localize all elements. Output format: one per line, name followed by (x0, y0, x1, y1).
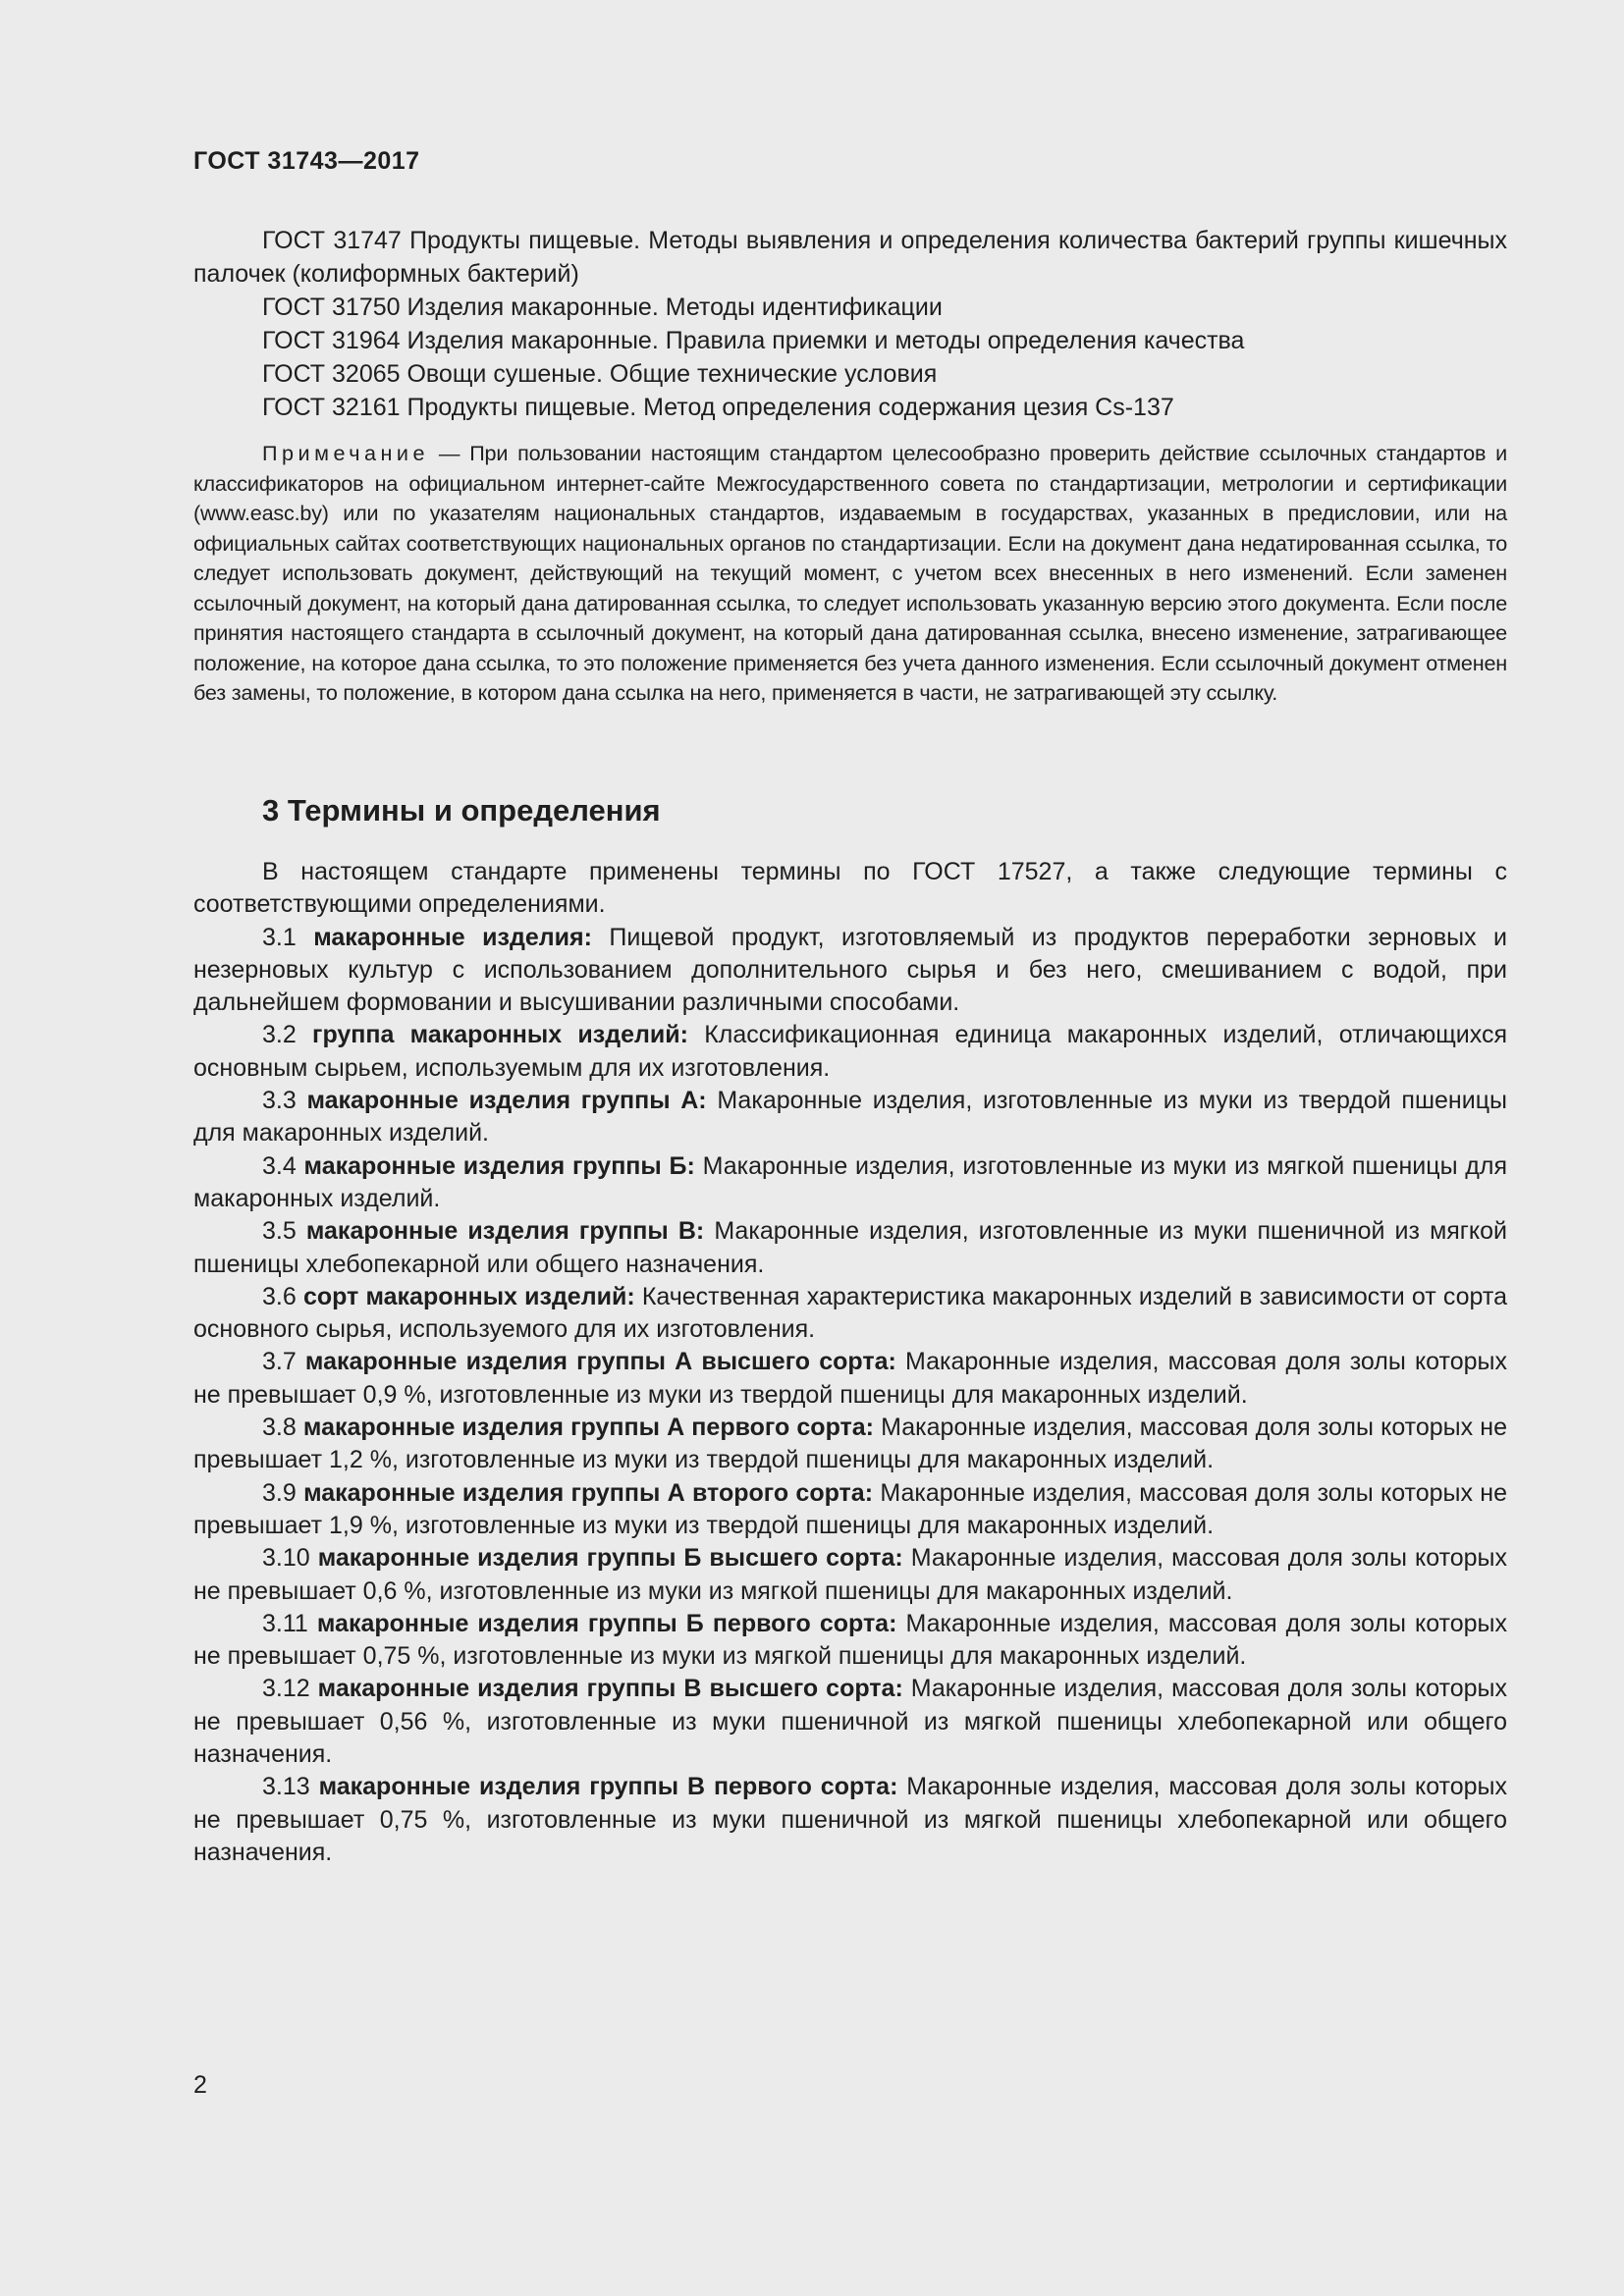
term-number: 3.11 (262, 1609, 317, 1637)
term-number: 3.1 (262, 923, 314, 951)
term-name: макаронные изделия: (313, 923, 592, 951)
term-number: 3.3 (262, 1087, 307, 1115)
reference-item: ГОСТ 32065 Овощи сушеные. Общие технические условия (262, 360, 938, 388)
term-name: сорт макаронных изделий: (302, 1282, 635, 1310)
term-definition: Макаронные изделия, изготовленные из муки пшеничной из мягкой пшеницы хлебопекарной или общего назначения. (193, 1217, 1507, 1278)
term-definition: Макаронные изделия, массовая доля золы которых не превышает 1,2 %, изготовленные из муки из твердой пшеницы для макаронных изделий. (193, 1414, 1507, 1474)
term-definition: Классификационная единица макаронных изделий, отличающихся основным сырьем, используемым для их изготовления. (193, 1021, 1507, 1082)
term-name: макаронные изделия группы Б первого сорта: (316, 1609, 897, 1637)
reference-note (193, 439, 1507, 709)
normative-references (193, 224, 1507, 424)
term-item (193, 1673, 1507, 1771)
term-item (193, 1085, 1507, 1150)
term-name: макаронные изделия группы В: (305, 1217, 705, 1246)
term-number: 3.9 (262, 1478, 304, 1507)
term-item (193, 1215, 1507, 1281)
term-name: макаронные изделия группы В высшего сорта: (317, 1675, 903, 1703)
reference-item: ГОСТ 31750 Изделия макаронные. Методы идентификации (262, 294, 943, 321)
term-definition: Макаронные изделия, изготовленные из муки из мягкой пшеницы для макаронных изделий. (193, 1151, 1508, 1212)
term-item (193, 1281, 1507, 1347)
term-item (193, 1542, 1507, 1608)
page-number: 2 (193, 2071, 207, 2099)
term-definition: Пищевой продукт, изготовляемый из продуктов переработки зерновых и незерновых культур с использованием дополнительного сырья и без него, смешиванием с водой, при дальнейшем формовании и высушивании различными способами. (193, 923, 1507, 1017)
term-definition: Макаронные изделия, изготовленные из муки из твердой пшеницы для макаронных изделий. (193, 1087, 1507, 1148)
term-name: макаронные изделия группы А высшего сорта: (304, 1348, 896, 1376)
reference-item: ГОСТ 32161 Продукты пищевые. Метод определения содержания цезия Cs-137 (262, 394, 1174, 421)
note-text: — При пользовании настоящим стандартом целесообразно проверить действие ссылочных стандартов и классификаторов на официальном интернет-сайте Межгосударственного совета по стандартизации, метрологии и сертификации (www.easc.by) или по указателям национальных стандартов, издаваемым в государствах, указанных в предисловии, или на официальных сайтах соответствующих национальных органов по стандартизации. Если на документ дана недатированная ссылка, то следует использовать документ, действующий на текущий момент, с учетом всех внесенных в него изменений. Если заменен ссылочный документ, на который дана датированная ссылка, то следует использовать указанную версию этого документа. Если после принятия настоящего стандарта в ссылочный документ, на который дана датированная ссылка, внесено изменение, затрагивающее положение, на которое дана ссылка, то это положение применяется без учета данного изменения. Если ссылочный документ отменен без замены, то положение, в котором дана ссылка на него, применяется в части, не затрагивающей эту ссылку. (193, 441, 1507, 705)
term-item (193, 1477, 1507, 1543)
term-number: 3.6 (262, 1282, 303, 1310)
term-definition: Макаронные изделия, массовая доля золы которых не превышает 0,75 %, изготовленные из муки из мягкой пшеницы для макаронных изделий. (193, 1609, 1508, 1671)
term-name: макаронные изделия группы А второго сорта: (303, 1478, 874, 1507)
term-item (193, 922, 1507, 1020)
term-item (193, 1346, 1507, 1412)
terms-list (193, 856, 1507, 1869)
term-item (193, 1150, 1507, 1216)
term-item (193, 1608, 1507, 1674)
term-definition: Макаронные изделия, массовая доля золы которых не превышает 0,75 %, изготовленные из муки пшеничной из мягкой пшеницы хлебопекарной или общего назначения. (193, 1773, 1507, 1866)
term-number: 3.12 (262, 1675, 318, 1703)
term-name: макаронные изделия группы Б высшего сорта: (317, 1544, 903, 1573)
term-number: 3.5 (262, 1217, 306, 1246)
section-title: 3 Термины и определения (262, 793, 661, 828)
term-definition: Макаронные изделия, массовая доля золы которых не превышает 0,9 %, изготовленные из муки из твердой пшеницы для макаронных изделий. (193, 1348, 1507, 1409)
document-header: ГОСТ 31743—2017 (193, 147, 420, 175)
note-label: Примечание (262, 441, 429, 465)
term-item (193, 1771, 1507, 1869)
term-item (193, 1412, 1507, 1477)
term-item (193, 1019, 1507, 1085)
section-intro: В настоящем стандарте применены термины по ГОСТ 17527, а также следующие термины с соответствующими определениями. (193, 858, 1507, 919)
term-definition: Макаронные изделия, массовая доля золы которых не превышает 0,6 %, изготовленные из муки из мягкой пшеницы для макаронных изделий. (193, 1544, 1508, 1605)
term-number: 3.7 (262, 1348, 305, 1376)
term-name: макаронные изделия группы А первого сорта: (302, 1414, 874, 1442)
term-name: группа макаронных изделий: (312, 1021, 688, 1049)
term-number: 3.8 (262, 1414, 303, 1442)
term-definition: Макаронные изделия, массовая доля золы которых не превышает 1,9 %, изготовленные из муки из твердой пшеницы для макаронных изделий. (193, 1478, 1508, 1539)
term-number: 3.4 (262, 1151, 304, 1180)
term-number: 3.2 (262, 1021, 313, 1049)
term-number: 3.13 (262, 1773, 319, 1801)
term-number: 3.10 (262, 1544, 318, 1573)
reference-item: ГОСТ 31747 Продукты пищевые. Методы выявления и определения количества бактерий группы кишечных палочек (колиформных бактерий) (193, 227, 1507, 288)
reference-item: ГОСТ 31964 Изделия макаронные. Правила приемки и методы определения качества (262, 327, 1245, 354)
term-name: макаронные изделия группы А: (306, 1087, 707, 1115)
term-definition: Качественная характеристика макаронных изделий в зависимости от сорта основного сырья, используемого для их изготовления. (193, 1282, 1507, 1344)
term-name: макаронные изделия группы В первого сорта: (318, 1773, 898, 1801)
term-definition: Макаронные изделия, массовая доля золы которых не превышает 0,56 %, изготовленные из муки пшеничной из мягкой пшеницы хлебопекарной или общего назначения. (193, 1675, 1507, 1769)
term-name: макаронные изделия группы Б: (303, 1151, 695, 1180)
